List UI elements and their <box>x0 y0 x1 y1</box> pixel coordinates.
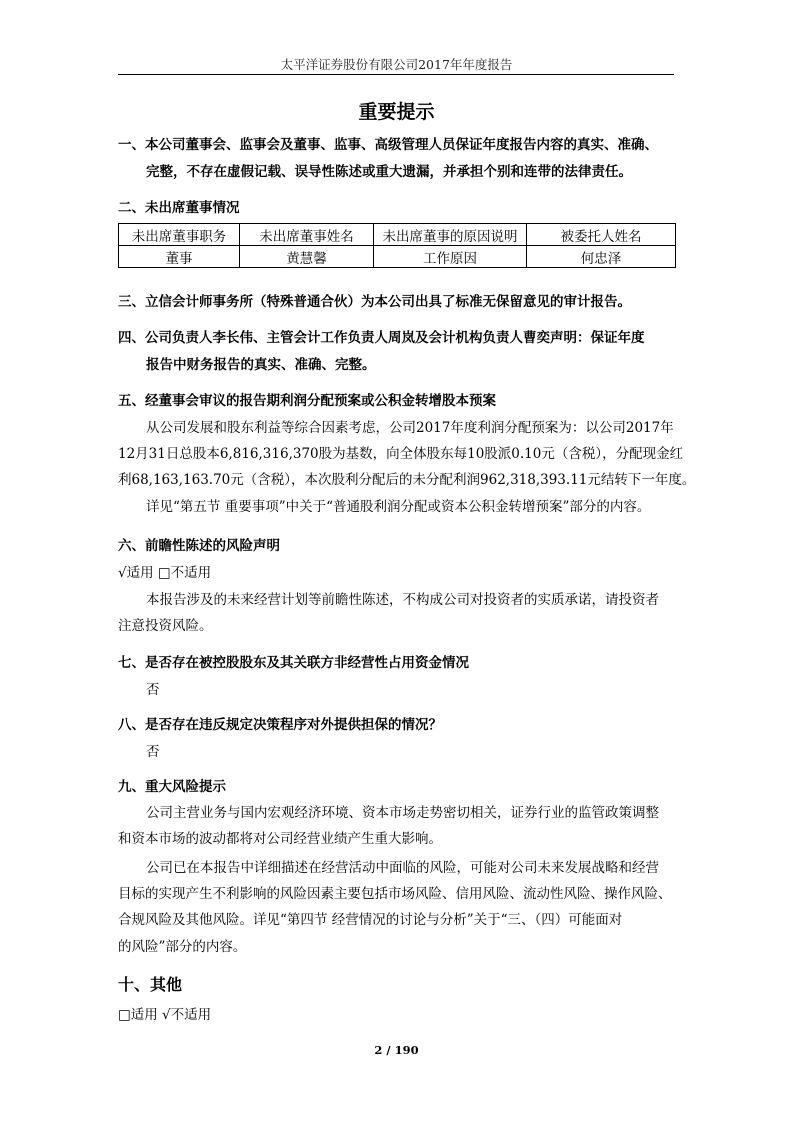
section-5-para-line: 利68,163,163.70元（含税），本次股利分配后的未分配利润962,318,393.11元结转下一年度。 <box>118 472 696 488</box>
table-header-cell: 被委托人姓名 <box>527 224 676 246</box>
section-5-para-line: 详见“第五节 重要事项”中关于“普通股利润分配或资本公积金转增预案”部分的内容。 <box>146 499 651 515</box>
table-cell: 工作原因 <box>374 246 527 268</box>
section-1-line-2: 完整，不存在虚假记载、误导性陈述或重大遗漏，并承担个别和连带的法律责任。 <box>146 164 632 180</box>
section-9-para-line: 公司主营业务与国内宏观经济环境、资本市场走势密切相关，证券行业的监管政策调整 <box>146 805 659 821</box>
section-9-para-line: 和资本市场的波动都将对公司经营业绩产生重大影响。 <box>118 831 442 847</box>
header-rule <box>118 74 674 75</box>
table-row <box>119 246 676 268</box>
section-5-para-line: 12月31日总股本6,816,316,370股为基数，向全体股东每10股派0.10元（含税），分配现金红 <box>118 446 684 462</box>
section-5-heading: 五、经董事会审议的报告期利润分配预案或公积金转增股本预案 <box>118 393 496 409</box>
absent-directors-table <box>118 223 676 268</box>
section-6-para-line: 本报告涉及的未来经营计划等前瞻性陈述，不构成公司对投资者的实质承诺，请投资者 <box>146 592 659 608</box>
section-9-para-line: 合规风险及其他风险。详见“第四节 经营情况的讨论与分析”关于“三、（四）可能面对 <box>118 912 623 928</box>
table-cell: 黄慧馨 <box>240 246 374 268</box>
section-7-answer: 否 <box>146 682 160 698</box>
section-9-para-line: 公司已在本报告中详细描述在经营活动中面临的风险，可能对公司未来发展战略和经营 <box>146 860 659 876</box>
section-3: 三、立信会计师事务所（特殊普通合伙）为本公司出具了标准无保留意见的审计报告。 <box>118 294 631 310</box>
section-9-para-line: 的风险”部分的内容。 <box>118 939 247 955</box>
section-2-heading: 二、未出席董事情况 <box>118 200 240 216</box>
section-4-line-1: 四、公司负责人李长伟、主管会计工作负责人周岚及会计机构负责人曹奕声明：保证年度 <box>118 330 645 346</box>
section-6-heading: 六、前瞻性陈述的风险声明 <box>118 538 280 554</box>
section-8-heading: 八、是否存在违反规定决策程序对外提供担保的情况？ <box>118 717 442 733</box>
table-cell: 何忠泽 <box>527 246 676 268</box>
section-9-para-line: 目标的实现产生不利影响的风险因素主要包括市场风险、信用风险、流动性风险、操作风险、 <box>118 886 672 902</box>
section-10-applicability: □适用 √不适用 <box>118 1007 212 1023</box>
section-4-line-2: 报告中财务报告的真实、准确、完整。 <box>146 357 376 373</box>
table-header-row <box>119 224 676 246</box>
table-cell: 董事 <box>119 246 240 268</box>
running-header: 太平洋证券股份有限公司2017年年度报告 <box>280 57 513 72</box>
table-header-cell: 未出席董事职务 <box>119 224 240 246</box>
section-1-line-1: 一、本公司董事会、监事会及董事、监事、高级管理人员保证年度报告内容的真实、准确、 <box>118 137 658 153</box>
section-9-heading: 九、重大风险提示 <box>118 779 226 795</box>
section-8-answer: 否 <box>146 744 160 760</box>
section-7-heading: 七、是否存在被控股股东及其关联方非经营性占用资金情况 <box>118 655 469 671</box>
page-title: 重要提示 <box>358 101 435 123</box>
table-header-cell: 未出席董事的原因说明 <box>374 224 527 246</box>
section-6-para-line: 注意投资风险。 <box>118 618 213 634</box>
page-number: 2 / 190 <box>374 1043 419 1057</box>
table-header-cell: 未出席董事姓名 <box>240 224 374 246</box>
section-5-para-line: 从公司发展和股东利益等综合因素考虑，公司2017年度利润分配预案为：以公司2017年 <box>146 420 674 436</box>
section-6-applicability: √适用 □不适用 <box>118 565 212 581</box>
section-10-heading: 十、其他 <box>118 975 183 994</box>
